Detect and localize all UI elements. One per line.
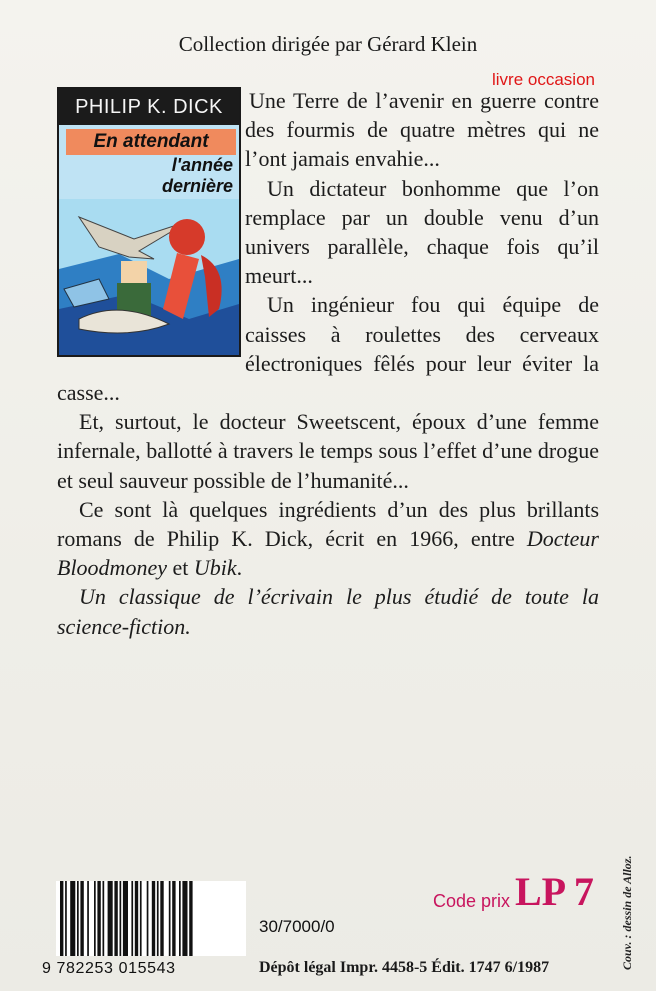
barcode-bar [172, 881, 175, 956]
blurb-p5-text-c: . [236, 555, 243, 581]
blurb-text [57, 86, 599, 641]
barcode-bar [135, 881, 138, 956]
blurb-paragraph-4: Et, surtout, le docteur Sweetscent, époux d’une femme infernale, ballotté à travers le temps sous l’effet d’une drogue et seul sauveur possible de l’humanité... [57, 409, 599, 493]
price-code: LP 7 [515, 869, 594, 914]
barcode-bar [157, 881, 159, 956]
cover-author: PHILIP K. DICK [59, 89, 239, 125]
reference-number: 30/7000/0 [259, 917, 335, 936]
cover-title-line1: En attendant [66, 129, 236, 155]
barcode-bar [108, 881, 113, 956]
cover-title-line2: l'année [171, 155, 233, 175]
barcode-bar [147, 881, 149, 956]
barcode-bar [80, 881, 83, 956]
blurb-book-title-2: Ubik [193, 555, 237, 581]
barcode-bar [140, 881, 142, 956]
barcode-bar [70, 881, 75, 956]
blurb-book-title-1: Docteur Bloodmoney [57, 526, 599, 581]
barcode-bar [179, 881, 181, 956]
barcode-bar [160, 881, 163, 956]
blurb-p5-text-a: Ce sont là quelques ingrédients d’un des plus brillants romans de Philip K. Dick, écrit en 1966, entre [57, 496, 599, 552]
collection-line: Collection dirigée par Gérard Klein [178, 32, 478, 56]
cover-credit: Couv. : dessin de Alloz. [620, 855, 634, 970]
blurb-paragraph-2: Un dictateur bonhomme que l’on remplace par un double venu d’un univers parallèle, chaque fois qu’il meurt... [245, 175, 599, 289]
barcode-bar [103, 881, 105, 956]
barcode-bar [169, 881, 171, 956]
barcode-bar [120, 881, 122, 956]
barcode-bar [131, 881, 133, 956]
barcode [56, 881, 246, 956]
barcode-bar [65, 881, 67, 956]
blurb-p5-text-b: et [166, 555, 194, 581]
barcode-bar [60, 881, 63, 956]
barcode-bar [114, 881, 117, 956]
barcode-digits: 9 782253 015543 [42, 960, 176, 977]
blurb-paragraph-1: Une Terre de l’avenir en guerre contre des fourmis de quatre mètres qui ne l’ont jamais envahie... [245, 88, 599, 172]
barcode-bar [94, 881, 96, 956]
used-book-sticker: livre occasion [492, 70, 595, 89]
barcode-bar [182, 881, 187, 956]
legal-deposit: Dépôt légal Impr. 4458-5 Édit. 1747 6/1987 [259, 959, 550, 976]
cover-title-line3: dernière [161, 176, 233, 196]
barcode-bar [77, 881, 79, 956]
blurb-paragraph-5 [57, 495, 599, 583]
barcode-bar [97, 881, 100, 956]
price-code-label: Code prix [433, 891, 511, 911]
barcode-bar [87, 881, 89, 956]
blurb-paragraph-3: Un ingénieur fou qui équipe de caisses à roulettes des cerveaux électroniques fêlés pour leur éviter la casse... [57, 292, 599, 406]
barcode-bar [152, 881, 155, 956]
blurb-paragraph-6: Un classique de l’écrivain le plus étudié de toute la science-fiction. [57, 584, 599, 639]
barcode-bar [123, 881, 128, 956]
barcode-bar [189, 881, 192, 956]
